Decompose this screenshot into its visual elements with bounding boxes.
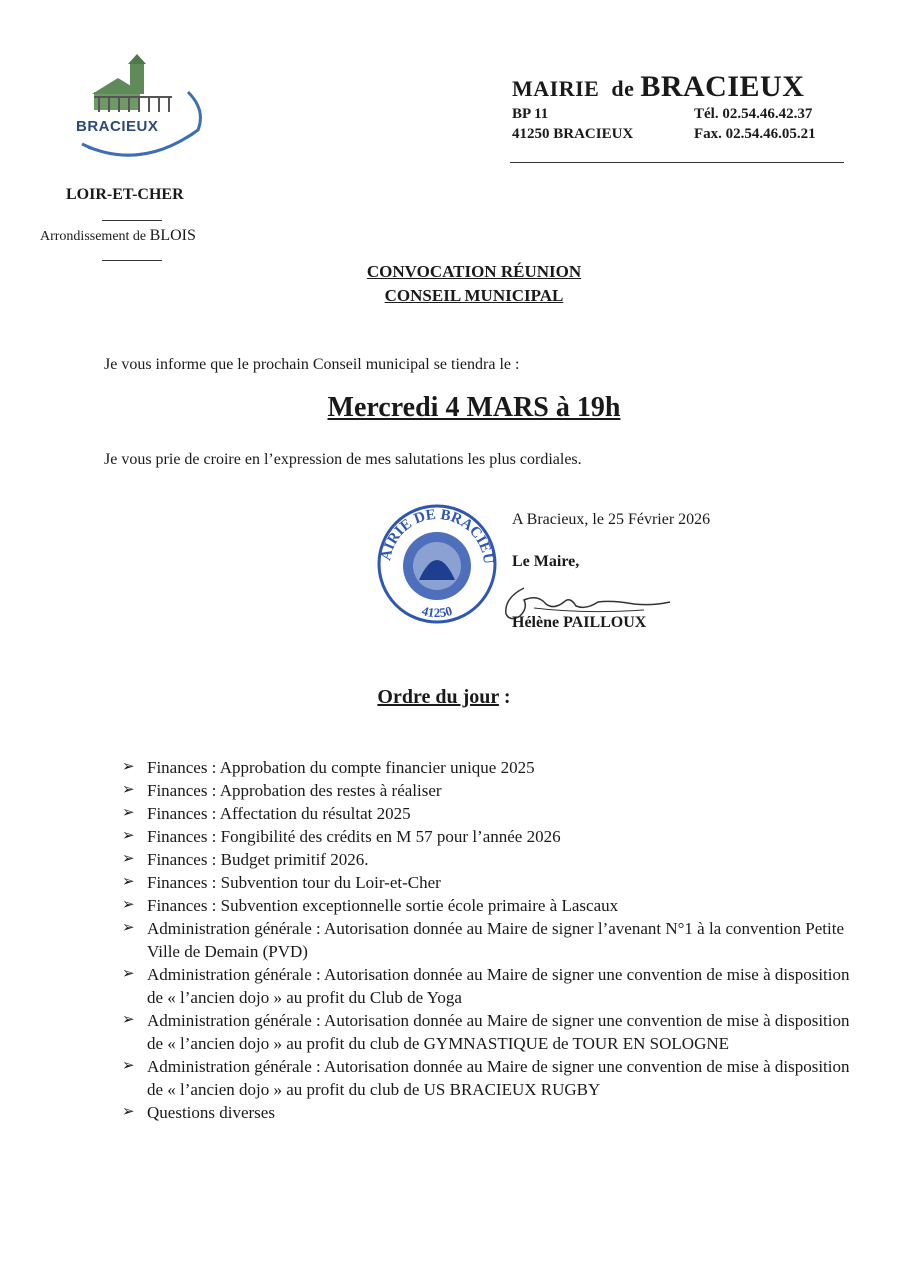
arrow-bullet-icon: ➢: [122, 782, 135, 798]
agenda-heading-text: Ordre du jour: [377, 686, 499, 708]
arrow-bullet-icon: ➢: [122, 805, 135, 821]
arrow-bullet-icon: ➢: [122, 851, 135, 867]
arrow-bullet-icon: ➢: [122, 1058, 135, 1074]
mairie-city: BRACIEUX: [640, 70, 805, 103]
agenda-item-text: Finances : Subvention exceptionnelle sortie école primaire à Lascaux: [147, 896, 619, 915]
arrow-bullet-icon: ➢: [122, 966, 135, 982]
agenda-item: [122, 1009, 852, 1055]
arrondissement-city: BLOIS: [149, 227, 196, 244]
agenda-item: [122, 1101, 852, 1124]
bracieux-logo: [70, 52, 210, 164]
agenda-item: [122, 963, 852, 1009]
agenda-heading-suffix: :: [498, 686, 511, 708]
agenda-item: [122, 871, 852, 894]
header-rule: [510, 162, 844, 163]
agenda-item-text: Questions diverses: [147, 1103, 275, 1122]
title-line-2: CONSEIL MUNICIPAL: [384, 286, 564, 305]
arrow-bullet-icon: ➢: [122, 1104, 135, 1120]
agenda-item: [122, 802, 852, 825]
postal-box: BP 11: [512, 106, 549, 122]
logo-text: BRACIEUX: [76, 118, 159, 135]
divider: [102, 260, 162, 261]
mairie-label: MAIRIE de: [512, 76, 635, 101]
agenda-item-text: Administration générale : Autorisation donnée au Maire de signer une convention de mise à disposition de « l’ancien dojo » au profit du Club de Yoga: [147, 965, 850, 1007]
agenda-item-text: Administration générale : Autorisation donnée au Maire de signer une convention de mise à disposition de « l’ancien dojo » au profit du club de US BRACIEUX RUGBY: [147, 1057, 850, 1099]
signer-role: Le Maire,: [512, 553, 580, 570]
meeting-date: Mercredi 4 MARS à 19h: [327, 392, 621, 423]
agenda-item: [122, 779, 852, 802]
agenda-item-text: Administration générale : Autorisation donnée au Maire de signer l’avenant N°1 à la convention Petite Ville de Demain (PVD): [147, 919, 844, 961]
telephone: Tél. 02.54.46.42.37: [694, 106, 813, 122]
agenda-item-text: Finances : Affectation du résultat 2025: [147, 804, 411, 823]
arrow-bullet-icon: ➢: [122, 874, 135, 890]
svg-text:41250: [420, 603, 454, 620]
agenda-item: [122, 848, 852, 871]
mairie-title: [512, 70, 804, 104]
agenda-item-text: Finances : Budget primitif 2026.: [147, 850, 369, 869]
agenda-item-text: Finances : Approbation du compte financier unique 2025: [147, 758, 535, 777]
arrow-bullet-icon: ➢: [122, 1012, 135, 1028]
title-line-1: CONVOCATION RÉUNION: [366, 262, 582, 281]
signer-name: Hélène PAILLOUX: [512, 614, 647, 631]
arrow-bullet-icon: ➢: [122, 759, 135, 775]
intro-text: Je vous informe que le prochain Conseil municipal se tiendra le :: [104, 356, 520, 373]
divider: [102, 220, 162, 221]
postal-address: 41250 BRACIEUX: [512, 126, 634, 142]
agenda-item-text: Finances : Approbation des restes à réaliser: [147, 781, 442, 800]
agenda-item-text: Finances : Subvention tour du Loir-et-Cher: [147, 873, 441, 892]
agenda-heading: [0, 686, 888, 709]
agenda-item: [122, 894, 852, 917]
church-logo-icon: [70, 52, 210, 164]
fax: Fax. 02.54.46.05.21: [694, 126, 816, 142]
agenda-item-text: Administration générale : Autorisation donnée au Maire de signer une convention de mise à disposition de « l’ancien dojo » au profit du club de GYMNASTIQUE de TOUR EN SOLOGNE: [147, 1011, 850, 1053]
stamp-bottom-text: 41250: [420, 602, 454, 621]
place-date: A Bracieux, le 25 Février 2026: [512, 511, 711, 528]
arrondissement-prefix: Arrondissement de: [40, 229, 147, 244]
agenda-item: [122, 825, 852, 848]
stamp-top-text: AIRIE DE BRACIEU: [378, 506, 497, 566]
arrondissement: [40, 227, 196, 245]
agenda-item: [122, 1055, 852, 1101]
stamp-seal-icon: [374, 500, 500, 628]
department-name: LOIR-ET-CHER: [66, 186, 184, 203]
agenda-item: [122, 756, 852, 779]
arrow-bullet-icon: ➢: [122, 828, 135, 844]
agenda-item: [122, 917, 852, 963]
closing-text: Je vous prie de croire en l’expression de mes salutations les plus cordiales.: [104, 451, 582, 468]
arrow-bullet-icon: ➢: [122, 920, 135, 936]
arrow-bullet-icon: ➢: [122, 897, 135, 913]
agenda-list: [122, 756, 852, 1124]
agenda-item-text: Finances : Fongibilité des crédits en M 57 pour l’année 2026: [147, 827, 561, 846]
mairie-stamp: [374, 500, 500, 628]
